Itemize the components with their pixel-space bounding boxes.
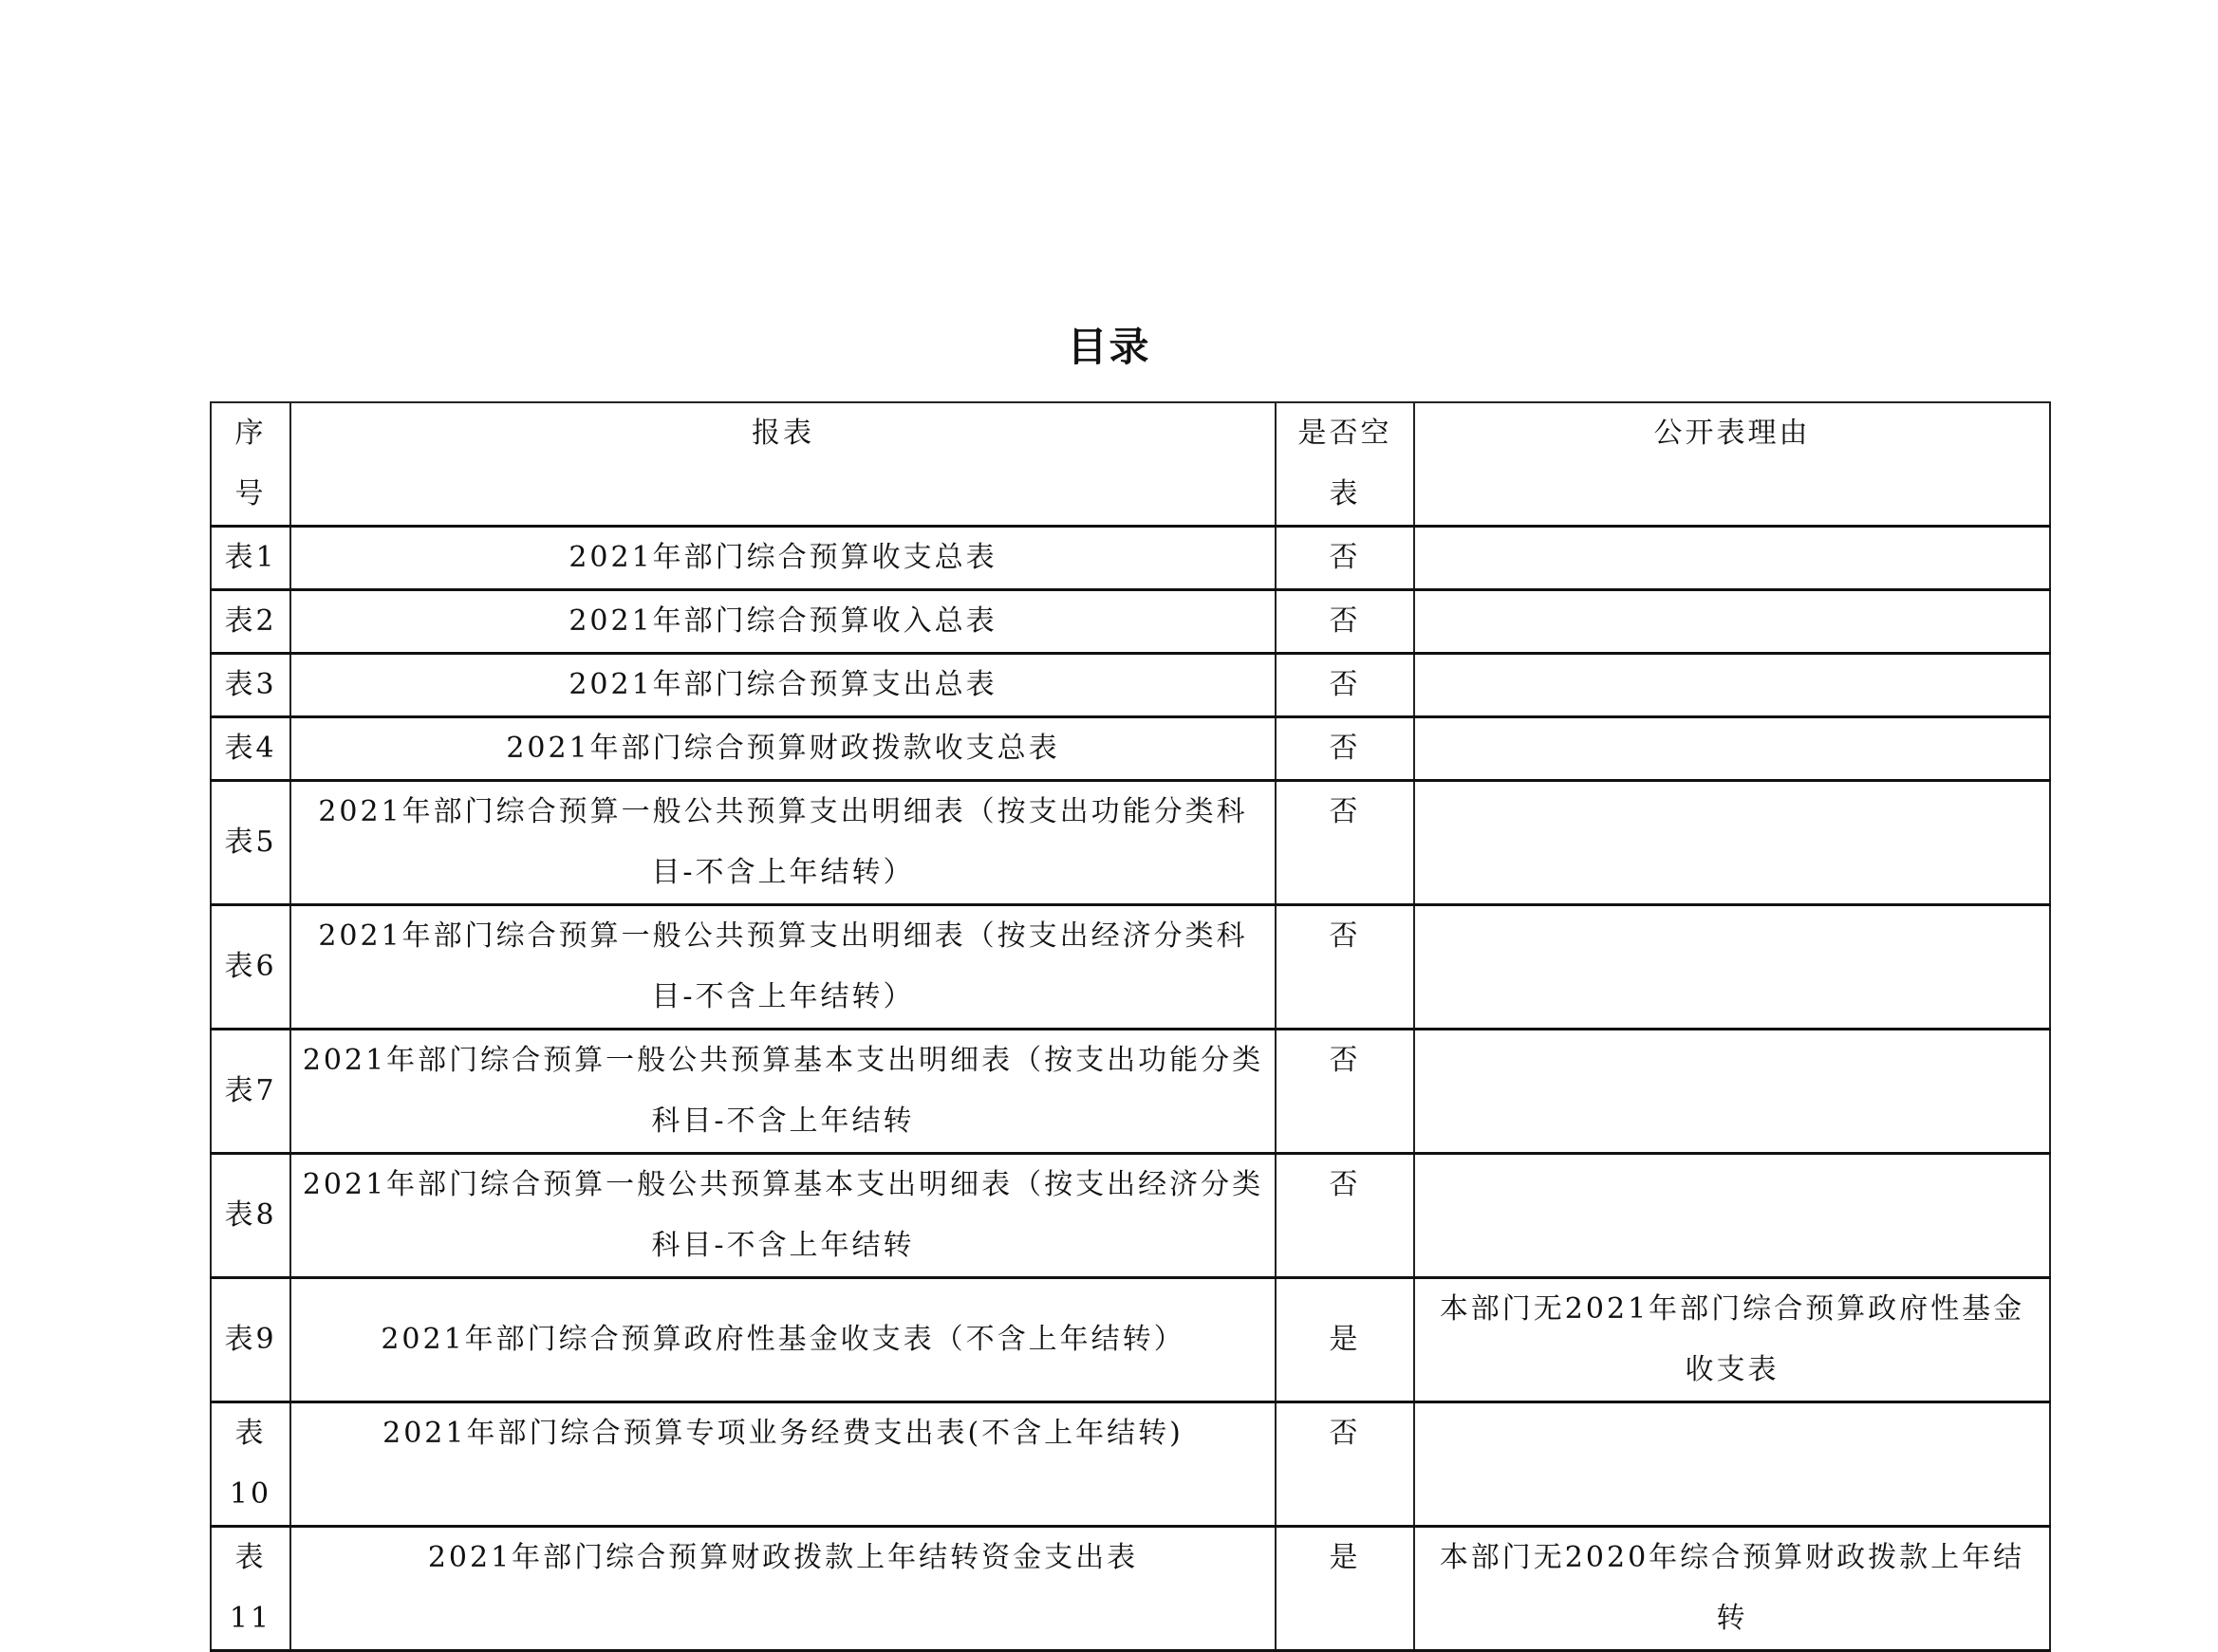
report-name: 2021年部门综合预算政府性基金收支表（不含上年结转） [290,1278,1276,1402]
table-row [211,1278,2050,1402]
empty-flag: 否 [1276,781,1414,905]
table-row [211,654,2050,717]
empty-flag: 否 [1276,654,1414,717]
public-reason [1414,781,2050,905]
row-number: 表5 [211,781,290,905]
table-row [211,717,2050,781]
public-reason [1414,1402,2050,1527]
empty-flag: 否 [1276,1030,1414,1154]
header-row [211,402,2050,527]
report-name: 2021年部门综合预算一般公共预算支出明细表（按支出经济分类科目-不含上年结转） [290,905,1276,1030]
report-name: 2021年部门综合预算专项业务经费支出表(不含上年结转) [290,1402,1276,1527]
public-reason [1414,590,2050,654]
table-row [211,781,2050,905]
row-number: 表2 [211,590,290,654]
row-number: 表4 [211,717,290,781]
public-reason [1414,1154,2050,1278]
row-number: 表8 [211,1154,290,1278]
report-name: 2021年部门综合预算一般公共预算基本支出明细表（按支出功能分类科目-不含上年结转 [290,1030,1276,1154]
row-number: 表11 [211,1527,290,1651]
report-name: 2021年部门综合预算收入总表 [290,590,1276,654]
table-row [211,1154,2050,1278]
empty-flag: 是 [1276,1278,1414,1402]
public-reason [1414,527,2050,590]
public-reason [1414,1030,2050,1154]
public-reason [1414,717,2050,781]
row-number: 表6 [211,905,290,1030]
empty-flag: 否 [1276,1402,1414,1527]
public-reason: 本部门无2021年部门综合预算政府性基金收支表 [1414,1278,2050,1402]
empty-flag: 是 [1276,1527,1414,1651]
report-name: 2021年部门综合预算财政拨款收支总表 [290,717,1276,781]
row-number: 表10 [211,1402,290,1527]
table-row [211,1527,2050,1651]
public-reason [1414,905,2050,1030]
public-reason: 本部门无2020年综合预算财政拨款上年结转 [1414,1527,2050,1651]
empty-flag: 否 [1276,905,1414,1030]
row-number: 表3 [211,654,290,717]
empty-flag: 否 [1276,717,1414,781]
row-number: 表7 [211,1030,290,1154]
empty-flag: 否 [1276,527,1414,590]
empty-flag: 否 [1276,1154,1414,1278]
header-report: 报表 [290,402,1276,527]
report-name: 2021年部门综合预算一般公共预算基本支出明细表（按支出经济分类科目-不含上年结转 [290,1154,1276,1278]
table-row [211,1402,2050,1527]
report-name: 2021年部门综合预算收支总表 [290,527,1276,590]
public-reason [1414,654,2050,717]
table-row [211,527,2050,590]
header-no: 序号 [211,402,290,527]
row-number: 表1 [211,527,290,590]
toc-table [210,401,2051,1652]
report-name: 2021年部门综合预算财政拨款上年结转资金支出表 [290,1527,1276,1651]
header-reason: 公开表理由 [1414,402,2050,527]
row-number: 表9 [211,1278,290,1402]
table-row [211,1030,2050,1154]
page-title: 目录 [1067,324,1151,370]
table-row [211,590,2050,654]
header-empty: 是否空表 [1276,402,1414,527]
report-name: 2021年部门综合预算支出总表 [290,654,1276,717]
empty-flag: 否 [1276,590,1414,654]
table-row [211,905,2050,1030]
report-name: 2021年部门综合预算一般公共预算支出明细表（按支出功能分类科目-不含上年结转） [290,781,1276,905]
